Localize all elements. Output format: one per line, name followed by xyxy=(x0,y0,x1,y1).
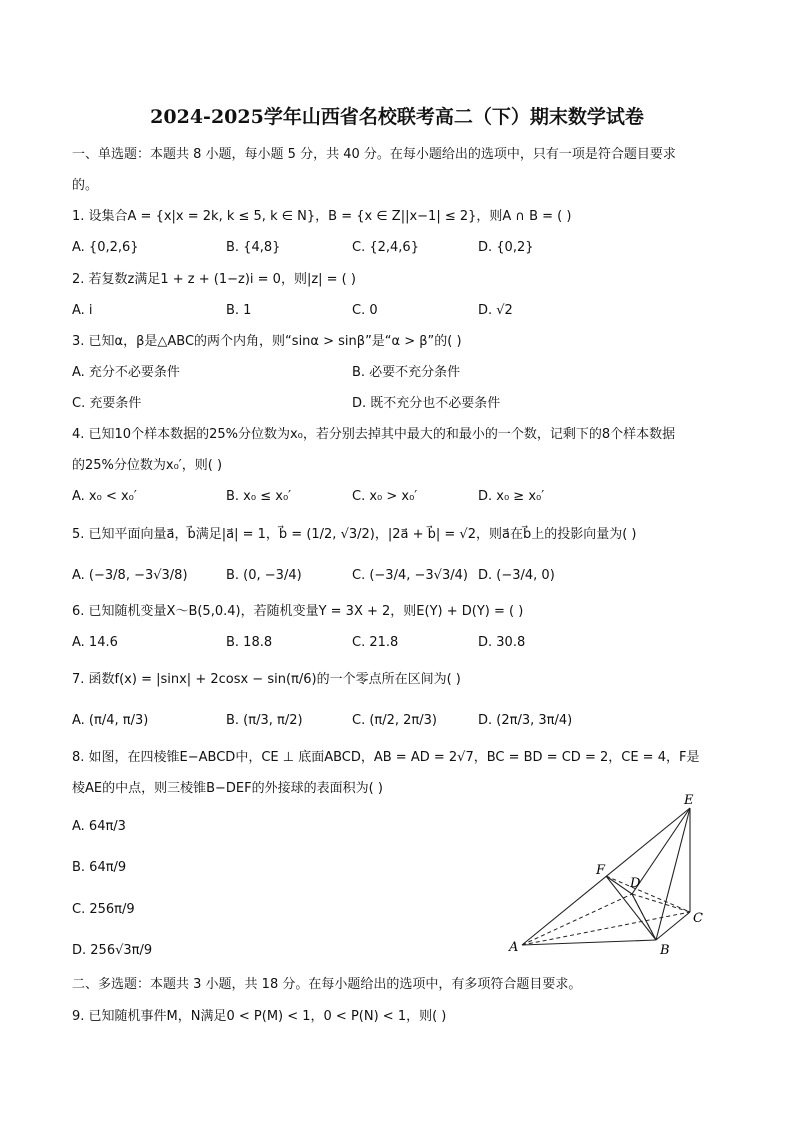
q5-option-d: D. (−3/4, 0) xyxy=(478,568,555,583)
question-4-stem: 4. 已知10个样本数据的25%分位数为x₀，若分别去掉其中最大的和最小的一个数，记剩下的8个样本数据 xyxy=(72,427,676,442)
question-8-stem-cont: 棱AE的中点，则三棱锥B−DEF的外接球的表面积为( ) xyxy=(72,781,383,796)
q8-option-d: D. 256√3π/9 xyxy=(72,943,153,958)
q1-option-a: A. {0,2,6} xyxy=(72,240,139,255)
edge-be xyxy=(656,808,690,940)
q2-option-d: D. √2 xyxy=(478,303,513,318)
q4-option-c: C. x₀ > x₀′ xyxy=(352,489,418,504)
question-2-stem: 2. 若复数z满足1 + z + (1−z)i = 0，则|z| = ( ) xyxy=(72,272,356,287)
q4-option-b: B. x₀ ≤ x₀′ xyxy=(226,489,292,504)
edge-ad xyxy=(522,894,632,945)
q4-option-d: D. x₀ ≥ x₀′ xyxy=(478,489,545,504)
question-7-stem: 7. 函数f(x) = |sinx| + 2cosx − sin(π/6)的一个零点所在区间为( ) xyxy=(72,672,461,687)
edge-dc xyxy=(632,894,690,912)
question-4-stem-cont: 的25%分位数为x₀′，则( ) xyxy=(72,458,223,473)
q1-option-c: C. {2,4,6} xyxy=(352,240,419,255)
pyramid-figure xyxy=(500,790,720,960)
q2-option-a: A. i xyxy=(72,303,93,318)
edge-de xyxy=(632,808,690,894)
q6-option-d: D. 30.8 xyxy=(478,635,526,650)
question-1-stem: 1. 设集合A = {x|x = 2k, k ≤ 5, k ∈ N}，B = {x ∈ Z||x−1| ≤ 2}，则A ∩ B = ( ) xyxy=(72,209,572,224)
q2-option-b: B. 1 xyxy=(226,303,252,318)
label-a: A xyxy=(509,940,519,955)
question-9-stem: 9. 已知随机事件M，N满足0 < P(M) < 1，0 < P(N) < 1，则( ) xyxy=(72,1009,447,1024)
q4-option-a: A. x₀ < x₀′ xyxy=(72,489,137,504)
label-c: C xyxy=(693,911,703,926)
q2-option-c: C. 0 xyxy=(352,303,378,318)
edge-ac xyxy=(522,912,690,945)
question-5-stem: 5. 已知平面向量a⃗，b⃗满足|a⃗| = 1，b⃗ = (1/2, √3/2)，|2a⃗ + b⃗| = √2，则a⃗在b⃗上的投影向量为( ) xyxy=(72,527,637,542)
q1-option-b: B. {4,8} xyxy=(226,240,281,255)
label-e: E xyxy=(684,793,694,808)
q7-option-d: D. (2π/3, 3π/4) xyxy=(478,713,573,728)
q7-option-c: C. (π/2, 2π/3) xyxy=(352,713,437,728)
section1-heading-cont: 的。 xyxy=(72,178,99,193)
exam-title: 2024-2025学年山西省名校联考高二（下）期末数学试卷 xyxy=(150,106,644,128)
section1-heading: 一、单选题：本题共 8 小题，每小题 5 分，共 40 分。在每小题给出的选项中，只有一项是符合题目要求 xyxy=(72,147,676,162)
label-b: B xyxy=(660,943,670,958)
q7-option-b: B. (π/3, π/2) xyxy=(226,713,303,728)
q1-option-d: D. {0,2} xyxy=(478,240,534,255)
section2-heading: 二、多选题：本题共 3 小题，共 18 分。在每小题给出的选项中，有多项符合题目要求。 xyxy=(72,977,582,992)
q7-option-a: A. (π/4, π/3) xyxy=(72,713,149,728)
question-8-stem: 8. 如图，在四棱锥E−ABCD中，CE ⊥ 底面ABCD，AB = AD = 2√7，BC = BD = CD = 2，CE = 4，F是 xyxy=(72,750,700,765)
q8-option-a: A. 64π/3 xyxy=(72,819,126,834)
q5-option-a: A. (−3/8, −3√3/8) xyxy=(72,568,188,583)
label-f: F xyxy=(596,863,606,878)
q8-option-c: C. 256π/9 xyxy=(72,902,135,917)
q5-option-b: B. (0, −3/4) xyxy=(226,568,302,583)
q6-option-a: A. 14.6 xyxy=(72,635,118,650)
q6-option-b: B. 18.8 xyxy=(226,635,273,650)
q3-option-c: C. 充要条件 xyxy=(72,396,142,411)
q3-option-a: A. 充分不必要条件 xyxy=(72,365,180,380)
q8-option-b: B. 64π/9 xyxy=(72,860,127,875)
edge-fc xyxy=(606,876,690,912)
question-6-stem: 6. 已知随机变量X～B(5,0.4)，若随机变量Y = 3X + 2，则E(Y) + D(Y) = ( ) xyxy=(72,604,524,619)
label-d: D xyxy=(630,876,641,891)
edge-ab xyxy=(522,940,656,945)
edge-bc xyxy=(656,912,690,940)
q6-option-c: C. 21.8 xyxy=(352,635,399,650)
q3-option-d: D. 既不充分也不必要条件 xyxy=(352,396,501,411)
q5-option-c: C. (−3/4, −3√3/4) xyxy=(352,568,468,583)
q3-option-b: B. 必要不充分条件 xyxy=(352,365,461,380)
question-3-stem: 3. 已知α，β是△ABC的两个内角，则“sinα > sinβ”是“α > β”的( ) xyxy=(72,334,462,349)
